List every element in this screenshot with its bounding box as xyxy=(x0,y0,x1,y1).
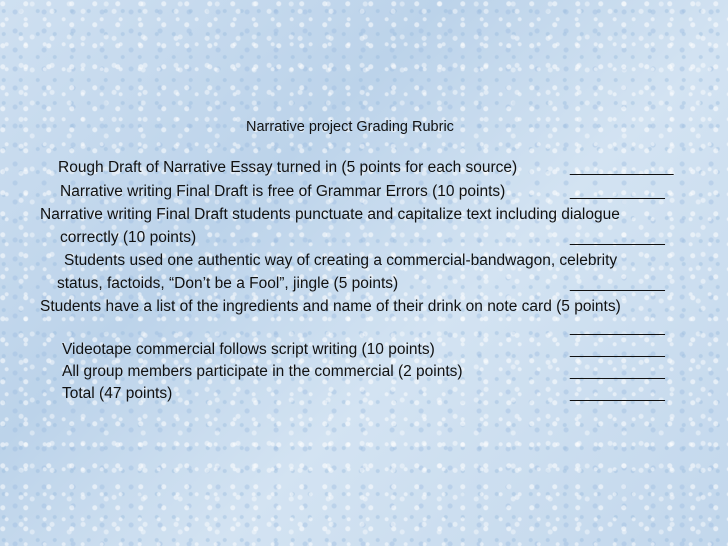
score-blank-grammar: ___________ xyxy=(570,183,665,200)
rubric-line-commercial-cont: status, factoids, “Don’t be a Fool”, jingle (5 points) xyxy=(57,275,399,292)
rubric-line-rough-draft: Rough Draft of Narrative Essay turned in (5 points for each source) xyxy=(58,159,518,176)
rubric-line-commercial: Students used one authentic way of creating a commercial-bandwagon, celebrity xyxy=(64,252,618,269)
score-blank-videotape: ___________ xyxy=(570,341,665,358)
score-blank-rough-draft: ____________ xyxy=(570,159,674,176)
rubric-line-punctuation: Narrative writing Final Draft students punctuate and capitalize text including dialogue xyxy=(40,206,620,223)
rubric-line-punctuation-cont: correctly (10 points) xyxy=(60,229,197,246)
rubric-title: Narrative project Grading Rubric xyxy=(246,119,454,135)
rubric-line-total: Total (47 points) xyxy=(62,385,173,402)
score-blank-participation: ___________ xyxy=(570,363,665,380)
rubric-line-ingredients: Students have a list of the ingredients and name of their drink on note card (5 points) xyxy=(40,298,621,315)
score-blank-commercial: ___________ xyxy=(570,275,665,292)
score-blank-total: ___________ xyxy=(570,385,665,402)
score-blank-ingredients: ___________ xyxy=(570,319,665,336)
score-blank-punctuation: ___________ xyxy=(570,229,665,246)
rubric-line-videotape: Videotape commercial follows script writing (10 points) xyxy=(62,341,435,358)
rubric-line-participation: All group members participate in the commercial (2 points) xyxy=(62,363,463,380)
rubric-line-grammar: Narrative writing Final Draft is free of Grammar Errors (10 points) xyxy=(60,183,506,200)
